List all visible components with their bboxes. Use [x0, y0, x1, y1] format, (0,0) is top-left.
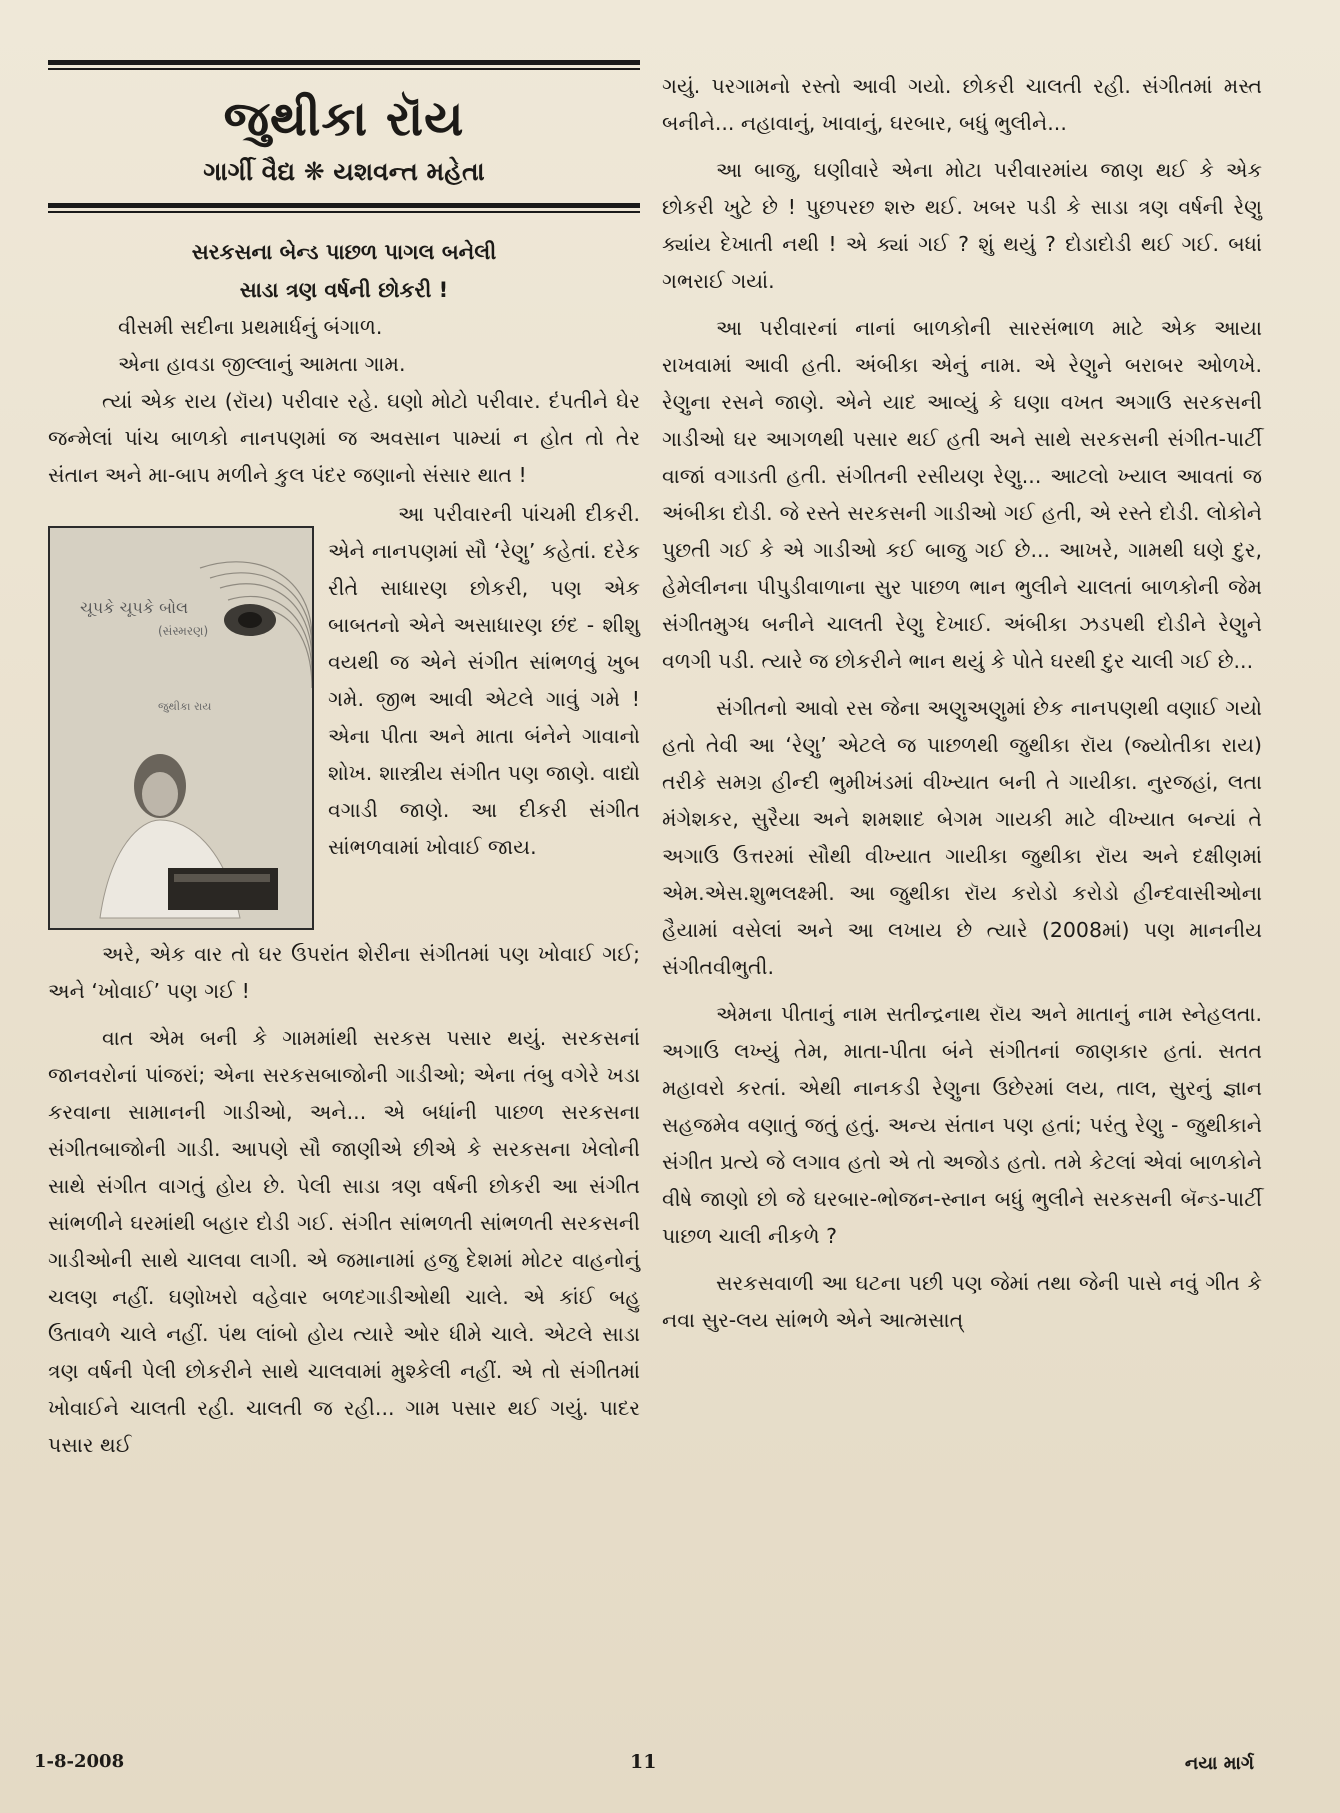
paragraph-intro-1: વીસમી સદીના પ્રથમાર્ધનું બંગાળ. — [118, 315, 383, 340]
publication-name: નયા માર્ગ — [1184, 1753, 1254, 1774]
paragraph-after-circus: સરકસવાળી આ ઘટના પછી પણ જેમાં તથા જેની પાસે નવું ગીત કે નવા સુર-લય સાંભળે એને આત્મસાત્ — [662, 1271, 1262, 1332]
paragraph-continued: ગયું. પરગામનો રસ્તો આવી ગયો. છોકરી ચાલતી રહી. સંગીતમાં મસ્ત બનીને... નહાવાનું, ખાવાનું, ઘરબાર, બધું ભુલીને... — [662, 74, 1262, 135]
bottom-rule-thin — [48, 211, 640, 213]
book-subtitle: (સંસ્મરણ) — [158, 624, 209, 639]
paragraph-ambika: આ પરીવારનાં નાનાં બાળકોની સારસંભાળ માટે એક આયા રાખવામાં આવી હતી. અંબીકા એનું નામ. એ રેણુને બરાબર ઓળખે. રેણુના રસને જાણે. એને યાદ આવ્યું કે ઘણા વખત અગાઉ સરકસની ગાડીઓ ઘર આગળથી પસાર થઈ હતી અને સાથે સરકસની સંગીત-પાર્ટી વાજાં વગાડતી હતી. સંગીતની રસીયણ રેણુ... આટલો ખ્યાલ આવતાં જ અંબીકા દોડી. જે રસ્તે સરકસની ગાડીઓ ગઈ હતી, એ રસ્તે દોડી. લોકોને પુછતી ગઈ કે એ ગાડીઓ કઈ બાજુ ગઈ છે... આખરે, ગામથી ઘણે દુર, હેમેલીનના પીપુડીવાળાના સુર પાછળ ભાન ભુલીને ચાલતાં બાળકોની જેમ સંગીતમુગ્ધ બનીને ચાલતી રેણુ દેખાઈ. અંબીકા ઝડપથી દોડીને રેણુને વળગી પડી. ત્યારે જ છોકરીને ભાન થયું કે પોતે ઘરથી દુર ચાલી ગઈ છે... — [662, 316, 1262, 673]
page-footer — [34, 1745, 1294, 1795]
photo-illustration — [50, 528, 312, 928]
issue-date: 1-8-2008 — [34, 1751, 125, 1772]
paragraph-fame: સંગીતનો આવો રસ જેના અણુઅણુમાં છેક નાનપણથી વણાઈ ગયો હતો તેવી આ ‘રેણુ’ એટલે જ પાછળથી જુથીકા રૉય (જ્યોતીકા રાય) તરીકે સમગ્ર હીન્દી ભુમીખંડમાં વીખ્યાત બની તે ગાયીકા. નુરજહાં, લતા મંગેશકર, સુરૈયા અને શમશાદ બેગમ ગાયકી માટે વીખ્યાત બન્યાં તે અગાઉ ઉત્તરમાં સૌથી વીખ્યાત ગાયીકા જુથીકા રૉય અને દક્ષીણમાં એમ.એસ.શુભલક્ષ્મી. આ જુથીકા રૉય કરોડો કરોડો હીન્દવાસીઓના હૈયામાં વસેલાં અને આ લખાય છે ત્યારે (2008માં) પણ માનનીય સંગીતવીભુતી. — [662, 696, 1262, 979]
top-rule-thin — [48, 68, 640, 70]
paragraph-parents: એમના પીતાનું નામ સતીન્દ્રનાથ રૉય અને માતાનું નામ સ્નેહલતા. અગાઉ લખ્યું તેમ, માતા-પીતા બંને સંગીતનાં જાણકાર હતાં. સતત મહાવરો કરતાં. એથી નાનકડી રેણુના ઉછેરમાં લય, તાલ, સુરનું જ્ઞાન સહજમેવ વણાતું જતું હતું. અન્ય સંતાન પણ હતાં; પરંતુ રેણુ - જુથીકાને સંગીત પ્રત્યે જે લગાવ હતો એ તો અજોડ હતો. તમે કેટલાં એવાં બાળકોને વીષે જાણો છો જે ઘરબાર-ભોજન-સ્નાન બધું ભુલીને સરકસની બૅન્ડ-પાર્ટી પાછળ ચાલી નીકળે ? — [662, 1002, 1262, 1248]
subheading-line-1: સરકસના બેન્ડ પાછળ પાગલ બનેલી — [191, 240, 497, 265]
page-number: 11 — [630, 1751, 657, 1773]
paragraph-fifth-daughter: આ પરીવારની પાંચમી દીકરી. એને નાનપણમાં સૌ ‘રેણુ’ કહેતાં. દરેક રીતે સાધારણ છોકરી, પણ એક બાબતનો એને અસાધારણ છંદ - શીશુ વયથી જ એને સંગીત સાંભળવું ખુબ ગમે. જીભ આવી એટલે ગાવું ગમે ! એના પીતા અને માતા બંનેને ગાવાનો શોખ. શાસ્ત્રીય સંગીત પણ જાણે. વાદ્યો વગાડી જાણે. આ દીકરી સંગીત સાંભળવામાં ખોવાઈ જાય. — [328, 502, 640, 860]
book-title: ચૂપકે ચૂપકે બોલ — [80, 598, 189, 618]
article-byline: ગાર્ગી વૈદ્ય ❋ યશવન્ત મહેતા — [203, 157, 485, 187]
left-column — [48, 60, 640, 1464]
book-cover-photo — [48, 526, 314, 930]
book-author: જુથીકા રાય — [158, 700, 212, 714]
paragraph-search: આ બાજુ, ઘણીવારે એના મોટા પરીવારમાંય જાણ થઈ કે એક છોકરી ખુટે છે ! પુછપરછ શરુ થઈ. ખબર પડી કે સાડા ત્રણ વર્ષની રેણુ ક્યાંય દેખાતી નથી ! એ ક્યાં ગઈ ? શું થયું ? દોડાદોડી થઈ ગઈ. બધાં ગભરાઈ ગયાં. — [662, 158, 1262, 293]
article-headline: જુથીકા રૉય — [223, 91, 465, 147]
top-rule — [48, 60, 640, 65]
paragraph-circus: વાત એમ બની કે ગામમાંથી સરકસ પસાર થયું. સરકસનાં જાનવરોનાં પાંજરાં; એના સરકસબાજોની ગાડીઓ; એના તંબુ વગેરે ખડા કરવાના સામાનની ગાડીઓ, અને... એ બધાંની પાછળ સરકસના સંગીતબાજોની ગાડી. આપણે સૌ જાણીએ છીએ કે સરકસના ખેલોની સાથે સંગીત વાગતું હોય છે. પેલી સાડા ત્રણ વર્ષની છોકરી આ સંગીત સાંભળીને ઘરમાંથી બહાર દોડી ગઈ. સંગીત સાંભળતી સાંભળતી સરકસની ગાડીઓની સાથે ચાલવા લાગી. એ જમાનામાં હજુ દેશમાં મોટર વાહનોનું ચલણ નહીં. ઘણોખરો વહેવાર બળદગાડીઓથી ચાલે. એ કાંઈ બહુ ઉતાવળે ચાલે નહીં. પંથ લાંબો હોય ત્યારે ઓર ધીમે ચાલે. એટલે સાડા ત્રણ વર્ષની પેલી છોકરીને સાથે ચાલવામાં મુશ્કેલી નહીં. એ તો સંગીતમાં ખોવાઈને ચાલતી રહી. ચાલતી જ રહી... ગામ પસાર થઈ ગયું. પાદર પસાર થઈ — [48, 1026, 640, 1458]
right-column — [662, 68, 1262, 1339]
subheading-line-2: સાડા ત્રણ વર્ષની છોકરી ! — [239, 278, 449, 303]
photo-with-text — [48, 496, 640, 866]
paragraph-lost: અરે, એક વાર તો ઘર ઉપરાંત શેરીના સંગીતમાં પણ ખોવાઈ ગઈ; અને ‘ખોવાઈ’ પણ ગઈ ! — [48, 942, 640, 1004]
paragraph-family: ત્યાં એક રાય (રૉય) પરીવાર રહે. ઘણો મોટો પરીવાર. દંપતીને ઘેર જન્મેલાં પાંચ બાળકો નાનપણમાં જ અવસાન પામ્યાં ન હોત તો તેર સંતાન અને મા-બાપ મળીને કુલ પંદર જણાનો સંસાર થાત ! — [48, 389, 640, 488]
bottom-rule — [48, 203, 640, 208]
paragraph-intro-2: એના હાવડા જીલ્લાનું આમતા ગામ. — [118, 352, 406, 377]
